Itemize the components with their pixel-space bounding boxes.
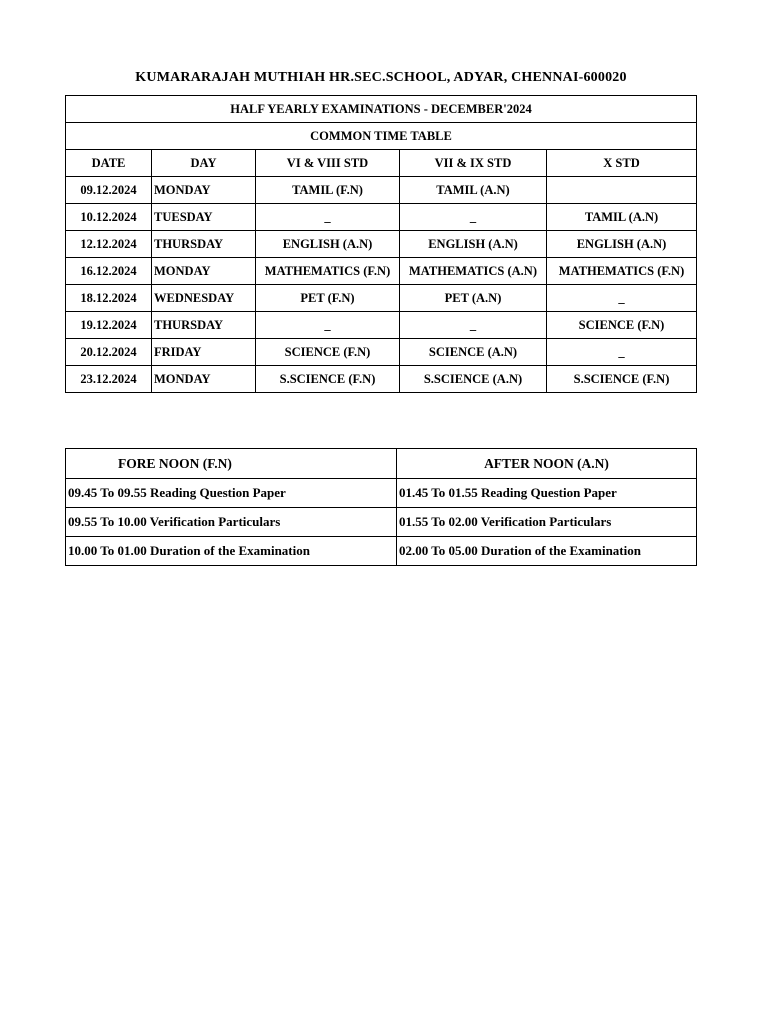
exam-timetable [65,95,697,393]
date-cell: 23.12.2024 [66,366,152,393]
table-row [66,312,697,339]
vi-viii-cell: ENGLISH (A.N) [256,231,400,258]
vii-ix-cell: PET (A.N) [400,285,547,312]
timetable-title-row [66,96,697,123]
timetable-subtitle-row [66,123,697,150]
day-cell: THURSDAY [152,312,256,339]
day-cell: MONDAY [152,258,256,285]
x-std-cell: _ [547,285,697,312]
session-timings-table [65,448,697,566]
fore-noon-timing: 09.55 To 10.00 Verification Particulars [66,508,397,537]
day-cell: MONDAY [152,177,256,204]
x-std-cell: ENGLISH (A.N) [547,231,697,258]
table-row [66,258,697,285]
table-row [66,339,697,366]
x-std-cell: SCIENCE (F.N) [547,312,697,339]
column-header-vi-viii: VI & VIII STD [256,150,400,177]
exam-title: HALF YEARLY EXAMINATIONS - DECEMBER'2024 [66,96,697,123]
column-header-date: DATE [66,150,152,177]
x-std-cell: TAMIL (A.N) [547,204,697,231]
x-std-cell: _ [547,339,697,366]
after-noon-header: AFTER NOON (A.N) [397,449,697,479]
vi-viii-cell: _ [256,204,400,231]
table-row [66,508,697,537]
after-noon-timing: 01.55 To 02.00 Verification Particulars [397,508,697,537]
x-std-cell: S.SCIENCE (F.N) [547,366,697,393]
timetable-body [66,96,697,393]
vi-viii-cell: _ [256,312,400,339]
table-row [66,479,697,508]
vii-ix-cell: SCIENCE (A.N) [400,339,547,366]
date-cell: 18.12.2024 [66,285,152,312]
fore-noon-timing: 10.00 To 01.00 Duration of the Examination [66,537,397,566]
timings-header-row [66,449,697,479]
vii-ix-cell: TAMIL (A.N) [400,177,547,204]
x-std-cell: MATHEMATICS (F.N) [547,258,697,285]
exam-subtitle: COMMON TIME TABLE [66,123,697,150]
column-header-x: X STD [547,150,697,177]
column-header-day: DAY [152,150,256,177]
date-cell: 19.12.2024 [66,312,152,339]
vii-ix-cell: _ [400,312,547,339]
timings-body [66,449,697,566]
timetable-header-row [66,150,697,177]
day-cell: MONDAY [152,366,256,393]
school-title: KUMARARAJAH MUTHIAH HR.SEC.SCHOOL, ADYAR, CHENNAI-600020 [135,70,627,85]
vii-ix-cell: _ [400,204,547,231]
day-cell: WEDNESDAY [152,285,256,312]
date-cell: 09.12.2024 [66,177,152,204]
vii-ix-cell: S.SCIENCE (A.N) [400,366,547,393]
table-row [66,231,697,258]
x-std-cell [547,177,697,204]
fore-noon-timing: 09.45 To 09.55 Reading Question Paper [66,479,397,508]
fore-noon-header: FORE NOON (F.N) [66,449,397,479]
day-cell: TUESDAY [152,204,256,231]
vi-viii-cell: S.SCIENCE (F.N) [256,366,400,393]
date-cell: 10.12.2024 [66,204,152,231]
date-cell: 16.12.2024 [66,258,152,285]
table-row [66,204,697,231]
date-cell: 20.12.2024 [66,339,152,366]
vii-ix-cell: MATHEMATICS (A.N) [400,258,547,285]
after-noon-timing: 01.45 To 01.55 Reading Question Paper [397,479,697,508]
after-noon-timing: 02.00 To 05.00 Duration of the Examination [397,537,697,566]
column-header-vii-ix: VII & IX STD [400,150,547,177]
table-row [66,537,697,566]
day-cell: FRIDAY [152,339,256,366]
vi-viii-cell: MATHEMATICS (F.N) [256,258,400,285]
vi-viii-cell: SCIENCE (F.N) [256,339,400,366]
day-cell: THURSDAY [152,231,256,258]
vi-viii-cell: TAMIL (F.N) [256,177,400,204]
vii-ix-cell: ENGLISH (A.N) [400,231,547,258]
vi-viii-cell: PET (F.N) [256,285,400,312]
date-cell: 12.12.2024 [66,231,152,258]
table-row [66,177,697,204]
table-row [66,366,697,393]
table-row [66,285,697,312]
